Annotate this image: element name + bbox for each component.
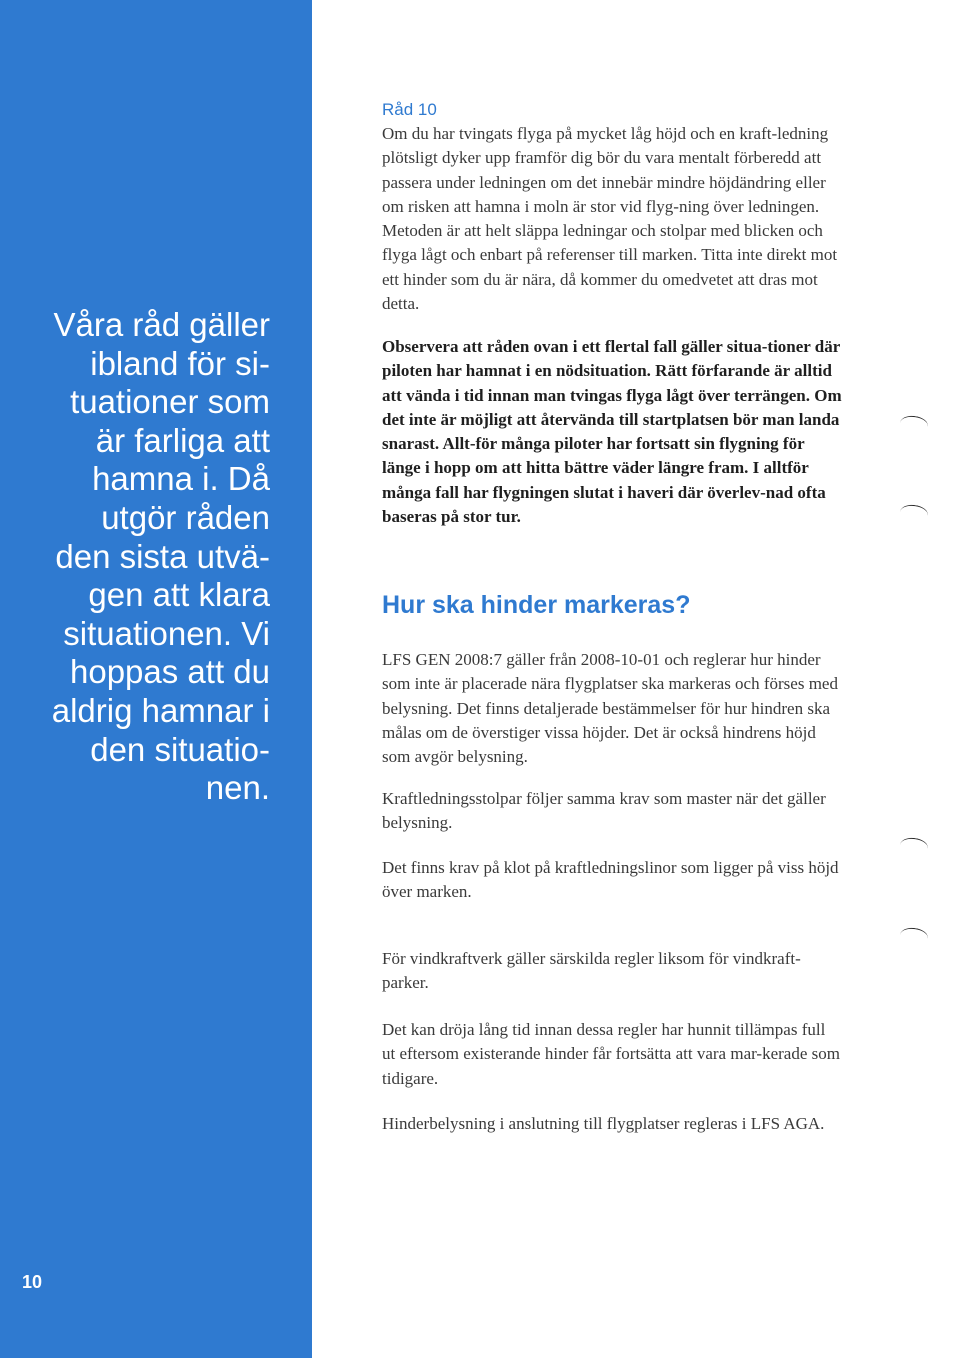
margin-mark	[899, 414, 929, 435]
margin-mark	[899, 836, 929, 857]
pull-quote: Våra råd gäller ibland för si- tuationer som är farliga att hamna i. Då utgör råden den sista utvä- gen att klara situationen. Vi hoppas att du aldrig hamnar i den situatio- nen.	[51, 306, 270, 807]
markings-paragraph: Kraftledningsstolpar följer samma krav som master när det gäller belysning.	[382, 789, 826, 833]
advice-section	[382, 100, 842, 316]
markings-paragraph: Det finns krav på klot på kraftledningslinor som ligger på viss höjd över marken.	[382, 858, 839, 902]
markings-paragraph: Hinderbelysning i anslutning till flygplatser regleras i LFS AGA.	[382, 1114, 825, 1133]
page-number: 10	[22, 1272, 43, 1292]
markings-paragraph: Det kan dröja lång tid innan dessa regler har hunnit tillämpas full ut eftersom existerande hinder får fortsätta att vara mar-kerade som tidigare.	[382, 1020, 840, 1088]
advice-bold-paragraph: Observera att råden ovan i ett flertal fall gäller situa-tioner där piloten har hamnat i en nödsituation. Rätt förfarande är alltid att vända i tid innan man tvingas flyga lågt över terrängen. Om det inte är möjligt att återvända till startplatsen bör man landa snarast. Allt-för många piloter har fortsatt sin flygning för länge i hopp om att hitta bättre väder längre fram. I alltför många fall har flygningen slutat i haveri där överlev-nad ofta baseras på stor tur.	[382, 337, 842, 527]
advice-heading: Råd 10	[382, 100, 437, 119]
margin-mark	[899, 503, 929, 524]
advice-paragraph: Om du har tvingats flyga på mycket låg höjd och en kraft-ledning plötsligt dyker upp framför dig bör du vara mentalt förberedd att passera under ledningen om det innebär mindre höjdändring eller om risken att hamna i moln är stor vid flyg-ning över ledningen. Metoden är att helt släppa ledningar och stolpar med blicken och flyga lågt och enbart på referenser till marken. Titta inte direkt mot ett hinder som du är nära, då kommer du omedvetet att dras mot detta.	[382, 124, 838, 314]
sidebar	[0, 0, 312, 1358]
markings-heading: Hur ska hinder markeras?	[382, 591, 691, 619]
markings-paragraph: För vindkraftverk gäller särskilda regler liksom för vindkraft-parker.	[382, 949, 801, 993]
markings-paragraph: LFS GEN 2008:7 gäller från 2008-10-01 och reglerar hur hinder som inte är placerade nära flygplatser ska markeras och förses med belysning. Det finns detaljerade bestämmelser för hur hindren ska målas om de överstiger vissa höjder. Det är också hindrens höjd som avgör belysning.	[382, 650, 838, 767]
margin-mark	[899, 926, 929, 947]
